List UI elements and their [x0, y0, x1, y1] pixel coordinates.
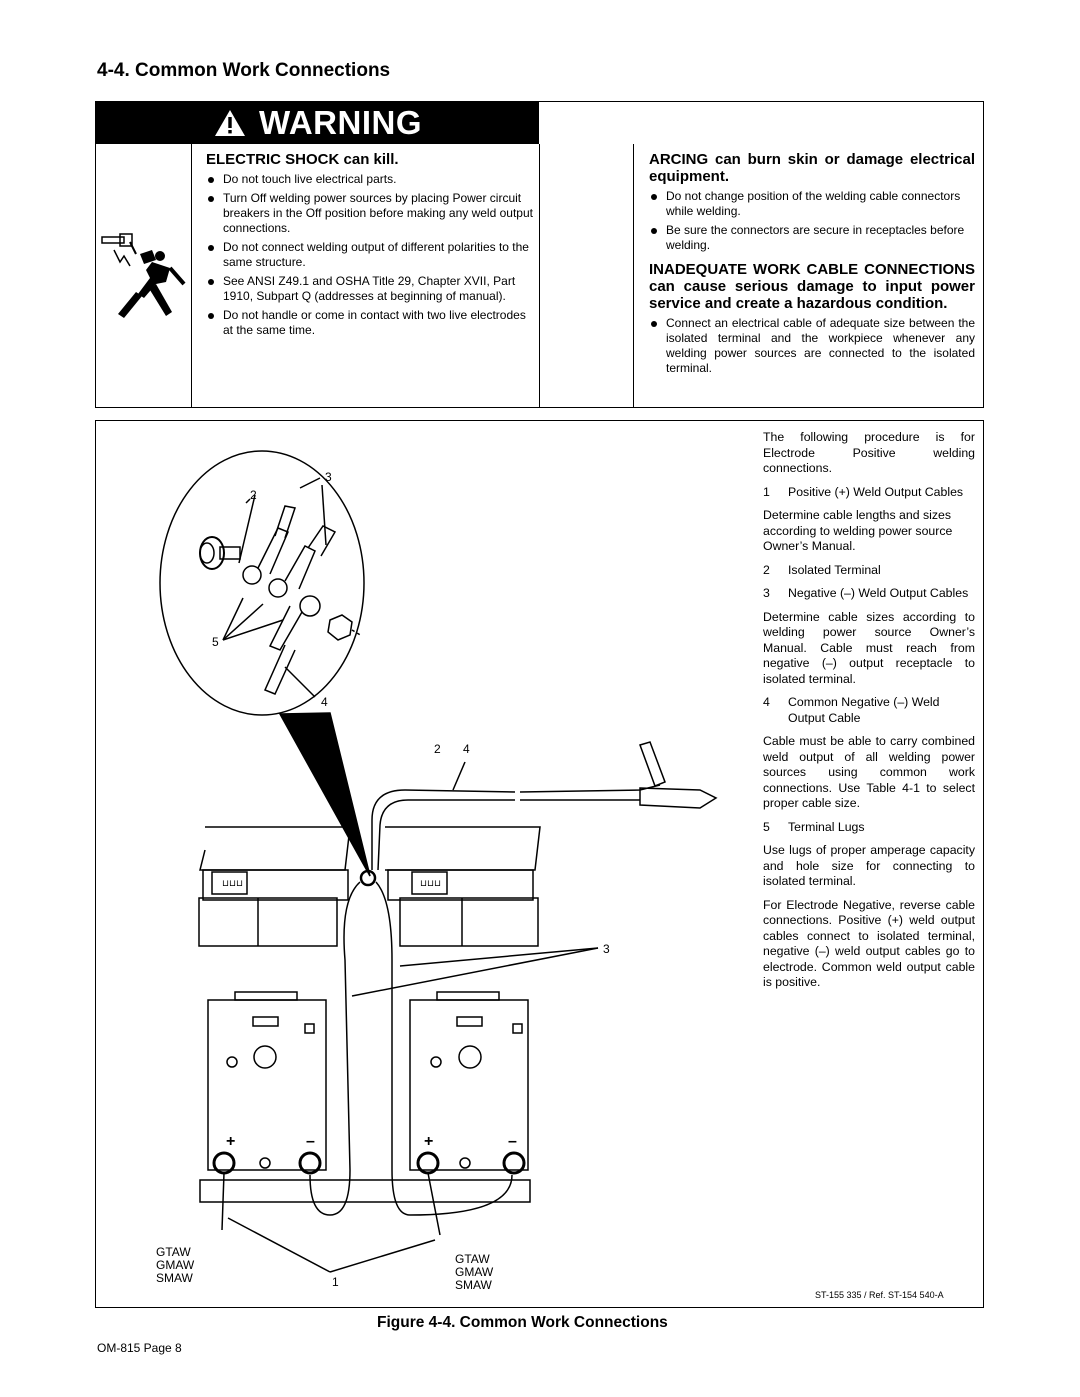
list-item: See ANSI Z49.1 and OSHA Title 29, Chapter XVII, Part 1910, Subpart Q (addresses at beginning of manual). — [206, 274, 533, 304]
terminal-lug — [243, 506, 295, 584]
callout-3: 3 — [325, 470, 332, 484]
detail-cone — [280, 713, 370, 876]
drawing-reference: ST-155 335 / Ref. ST-154 540-A — [815, 1290, 944, 1300]
procedure-intro: The following procedure is for Electrode Positive welding connections. — [763, 430, 975, 475]
svg-text:⊔⊔⊔: ⊔⊔⊔ — [420, 878, 442, 888]
callout-4: 4 — [463, 742, 470, 756]
arcing-heading: ARCING can burn skin or damage electrical equipment. — [649, 151, 975, 185]
callout-2: 2 — [434, 742, 441, 756]
minus-label: – — [508, 1133, 517, 1150]
bullet-icon — [208, 196, 214, 202]
bullet-icon — [651, 321, 657, 327]
nut — [328, 615, 352, 640]
svg-text:⊔⊔⊔: ⊔⊔⊔ — [222, 878, 244, 888]
divider — [539, 144, 540, 407]
power-source-left — [199, 827, 350, 1173]
bullet-icon — [208, 279, 214, 285]
callout-1: 1 — [332, 1275, 339, 1289]
divider — [633, 144, 634, 407]
list-item: Do not touch live electrical parts. — [206, 172, 533, 187]
detail-circle — [160, 451, 364, 715]
list-item: Be sure the connectors are secure in receptacles before welding. — [649, 223, 975, 253]
power-source-right — [385, 827, 540, 1173]
procedure-paragraph: Determine cable lengths and sizes according to welding power source Owner’s Manual. — [763, 508, 953, 553]
plus-label: + — [424, 1133, 434, 1150]
callout-3: 3 — [603, 942, 610, 956]
electric-shock-icon — [100, 232, 188, 322]
inadequate-heading: INADEQUATE WORK CABLE CONNECTIONS can cause serious damage to input power service and create a hazardous condition. — [649, 261, 975, 312]
list-item: 1 Positive (+) Weld Output Cables — [763, 484, 964, 499]
procedure-paragraph: Cable must be able to carry combined weld output of all welding power sources using common work connections. Use Table 4-1 to select proper cable size. — [763, 734, 975, 810]
warning-box — [95, 101, 984, 408]
callout-2: 2 — [250, 488, 257, 502]
page-footer: OM-815 Page 8 — [97, 1341, 182, 1355]
process-label-left: GTAW GMAW SMAW — [156, 1245, 195, 1285]
bullet-icon — [651, 194, 657, 200]
arcing-section — [649, 151, 975, 380]
warning-word: WARNING — [259, 104, 422, 141]
list-item: 2 Isolated Terminal — [763, 562, 881, 577]
electric-shock-section — [206, 151, 533, 342]
procedure-paragraph: For Electrode Negative, reverse cable connections. Positive (+) weld output cables connect to isolated terminal, negative (–) weld output cables go to electrode. Common weld output cable is positive. — [763, 897, 975, 989]
list-item: Turn Off welding power sources by placing Power circuit breakers in the Off position before making any weld output connections. — [206, 191, 533, 236]
callout-4: 4 — [321, 695, 328, 709]
minus-label: – — [306, 1133, 315, 1150]
warning-banner — [96, 102, 539, 144]
procedure-paragraph: Use lugs of proper amperage capacity and hole size for connecting to isolated terminal. — [763, 843, 975, 888]
electric-shock-heading: ELECTRIC SHOCK can kill. — [206, 151, 399, 168]
plus-label: + — [226, 1133, 236, 1150]
list-item: 4 Common Negative (–) Weld Output Cable — [763, 695, 940, 725]
list-item: 3 Negative (–) Weld Output Cables — [763, 586, 969, 600]
bullet-icon — [651, 228, 657, 234]
list-item: Do not connect welding output of different polarities to the same structure. — [206, 240, 533, 270]
list-item: Do not handle or come in contact with two live electrodes at the same time. — [206, 308, 533, 338]
warning-triangle-icon — [213, 108, 247, 138]
figure-caption: Figure 4-4. Common Work Connections — [377, 1314, 668, 1331]
bullet-icon — [208, 313, 214, 319]
list-item: Connect an electrical cable of adequate size between the isolated terminal and the workpiece whenever any welding power sources are connected to the isolated terminal. — [649, 316, 975, 376]
ground-clamp — [640, 788, 716, 808]
bullet-icon — [208, 245, 214, 251]
list-item: Do not change position of the welding cable connectors while welding. — [649, 189, 975, 219]
bullet-icon — [208, 177, 214, 183]
callout-5: 5 — [212, 635, 219, 649]
procedure-paragraph: Determine cable sizes according to welding power source Owner’s Manual. Cable must reach from negative (–) output receptacle to isolated terminal. — [763, 609, 975, 686]
procedure-text — [763, 430, 975, 999]
base-rail — [200, 1180, 530, 1202]
divider — [191, 144, 192, 407]
section-title: 4-4. Common Work Connections — [97, 60, 391, 81]
list-item: 5 Terminal Lugs — [763, 819, 865, 834]
process-label-right: GTAW GMAW SMAW — [455, 1252, 494, 1292]
connection-diagram — [150, 430, 750, 1300]
terminal-lug — [265, 596, 320, 694]
